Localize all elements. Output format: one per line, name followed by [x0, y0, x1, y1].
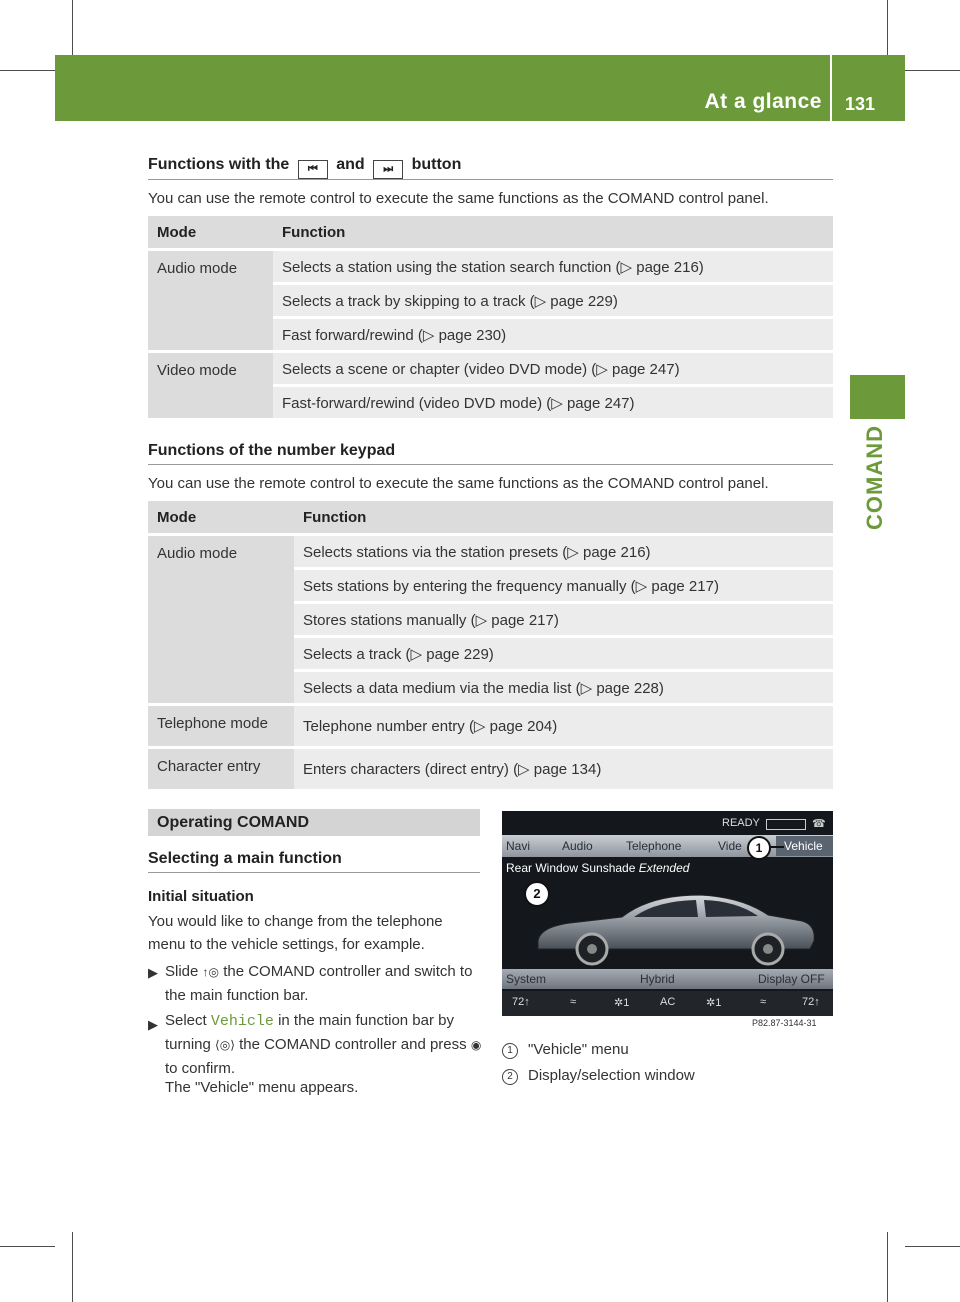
function-cell: Selects a scene or chapter (video DVD mode) (▷ page 247): [273, 353, 833, 384]
function-cell: Sets stations by entering the frequency manually (▷ page 217): [294, 570, 833, 601]
section-intro: You can use the remote control to execute the same functions as the COMAND control panel.: [148, 475, 769, 492]
crop-mark: [905, 70, 960, 71]
previous-track-icon: ⏮: [298, 160, 328, 179]
callout-1: 1: [747, 836, 771, 860]
crop-mark: [72, 1232, 73, 1302]
step-text: Select: [165, 1012, 207, 1029]
step-text: to confirm.: [165, 1060, 236, 1077]
legend-text: "Vehicle" menu: [528, 1041, 629, 1058]
climate-temp-right: 72↑: [802, 996, 820, 1008]
signal-icon: [766, 819, 806, 830]
crop-mark: [887, 1232, 888, 1302]
function-cell: Fast forward/rewind (▷ page 230): [273, 319, 833, 350]
step-2: [165, 1009, 483, 1080]
tab-navi: Navi: [506, 839, 531, 853]
crop-mark: [905, 1246, 960, 1247]
function-cell: Telephone number entry (▷ page 204): [294, 706, 833, 746]
column-header: Function: [273, 216, 833, 248]
step-1: [165, 960, 483, 1007]
header-separator: [830, 55, 832, 121]
function-table: [148, 213, 833, 421]
next-track-icon: ⏭: [373, 160, 403, 179]
column-header: Function: [294, 501, 833, 533]
tab-vehicle: Vehicle: [784, 839, 823, 853]
title-text: and: [336, 156, 365, 173]
side-tab-label: COMAND: [862, 425, 887, 530]
image-caption: P82.87-3144-31: [752, 1018, 817, 1028]
table-row: [148, 749, 833, 789]
ac-label: AC: [660, 996, 676, 1008]
legend-item-1: [502, 1041, 629, 1059]
airflow-icon: ≈: [760, 996, 767, 1008]
function-cell: Selects a data medium via the media list (▷ page 228): [294, 672, 833, 703]
title-text: button: [411, 156, 462, 173]
title-text: Functions with the: [148, 156, 290, 173]
header-title: At a glance: [704, 90, 822, 113]
function-cell: Stores stations manually (▷ page 217): [294, 604, 833, 635]
crop-mark: [0, 70, 55, 71]
step-text: the COMAND controller and press: [239, 1036, 467, 1053]
section-rule: [148, 872, 480, 873]
hybrid-button: Hybrid: [640, 972, 675, 986]
function-cell: Selects a station using the station search function (▷ page 216): [273, 251, 833, 282]
mode-cell: Audio mode: [148, 536, 294, 703]
screen-title: [506, 861, 689, 875]
system-button: System: [506, 972, 547, 986]
status-ready: READY: [722, 817, 760, 829]
function-cell: Fast-forward/rewind (video DVD mode) (▷ page 247): [273, 387, 833, 418]
mode-cell: Audio mode: [148, 251, 273, 350]
function-cell: Selects a track by skipping to a track (▷ page 229): [273, 285, 833, 316]
callout-2: 2: [524, 881, 550, 907]
airflow-icon: ≈: [570, 996, 577, 1008]
mode-cell: Telephone mode: [148, 706, 294, 746]
fan-icon: ✲1: [706, 997, 722, 1009]
mode-cell: Character entry: [148, 749, 294, 789]
tab-audio: Audio: [562, 839, 593, 853]
comand-screen-image: [502, 811, 833, 1016]
function-cell: Enters characters (direct entry) (▷ page 134): [294, 749, 833, 789]
screen-title-text: Rear Window Sunshade: [506, 861, 636, 875]
column-header: Mode: [148, 216, 273, 248]
controller-turn-icon: ⟨◎⟩: [215, 1038, 235, 1052]
callout-line: [770, 846, 784, 848]
initial-heading: Initial situation: [148, 888, 254, 905]
section-rule: [148, 179, 833, 180]
tab-telephone: Telephone: [626, 839, 682, 853]
bullet-arrow-icon: ▶: [148, 1017, 158, 1032]
climate-temp-left: 72↑: [512, 996, 530, 1008]
function-cell: Selects stations via the station presets (▷ page 216): [294, 536, 833, 567]
step-text: in the main function bar by turning: [165, 1012, 454, 1053]
side-tab: [850, 375, 905, 419]
legend-number: 2: [502, 1069, 518, 1085]
vehicle-code-label: Vehicle: [210, 1013, 274, 1030]
operating-title: Operating COMAND: [157, 814, 309, 831]
controller-press-icon: ◉: [470, 1038, 482, 1052]
section-rule: [148, 464, 833, 465]
crop-mark: [72, 0, 73, 55]
subsection-title: Selecting a main function: [148, 850, 342, 867]
function-cell: Selects a track (▷ page 229): [294, 638, 833, 669]
crop-mark: [887, 0, 888, 55]
operating-band: [148, 809, 480, 836]
page-number: 131: [845, 94, 876, 114]
bullet-arrow-icon: ▶: [148, 965, 158, 980]
table-row: [148, 536, 833, 567]
result-text: The "Vehicle" menu appears.: [165, 1079, 359, 1096]
initial-text: You would like to change from the telephone menu to the vehicle settings, for example.: [148, 913, 443, 953]
section-title: Functions of the number keypad: [148, 442, 396, 459]
table-row: [148, 353, 833, 384]
section-title: [148, 156, 461, 179]
screen-title-state: Extended: [638, 861, 690, 875]
column-header: Mode: [148, 501, 294, 533]
display-off-button: Display OFF: [758, 972, 825, 986]
step-text: Slide: [165, 963, 199, 980]
car-illustration: [530, 889, 820, 969]
section-intro: You can use the remote control to execute the same functions as the COMAND control panel.: [148, 190, 769, 207]
tab-video: Vide: [718, 839, 742, 853]
mode-cell: Video mode: [148, 353, 273, 418]
keypad-table: [148, 498, 833, 792]
legend-text: Display/selection window: [528, 1067, 695, 1084]
controller-slide-icon: ↑◎: [202, 965, 220, 979]
phone-icon: ☎: [812, 818, 826, 830]
table-row: [148, 706, 833, 746]
legend-number: 1: [502, 1043, 518, 1059]
legend-item-2: [502, 1067, 695, 1085]
crop-mark: [0, 1246, 55, 1247]
table-row: [148, 251, 833, 282]
step-text: the COMAND controller and switch to the main function bar.: [165, 963, 473, 1004]
fan-icon: ✲1: [614, 997, 630, 1009]
